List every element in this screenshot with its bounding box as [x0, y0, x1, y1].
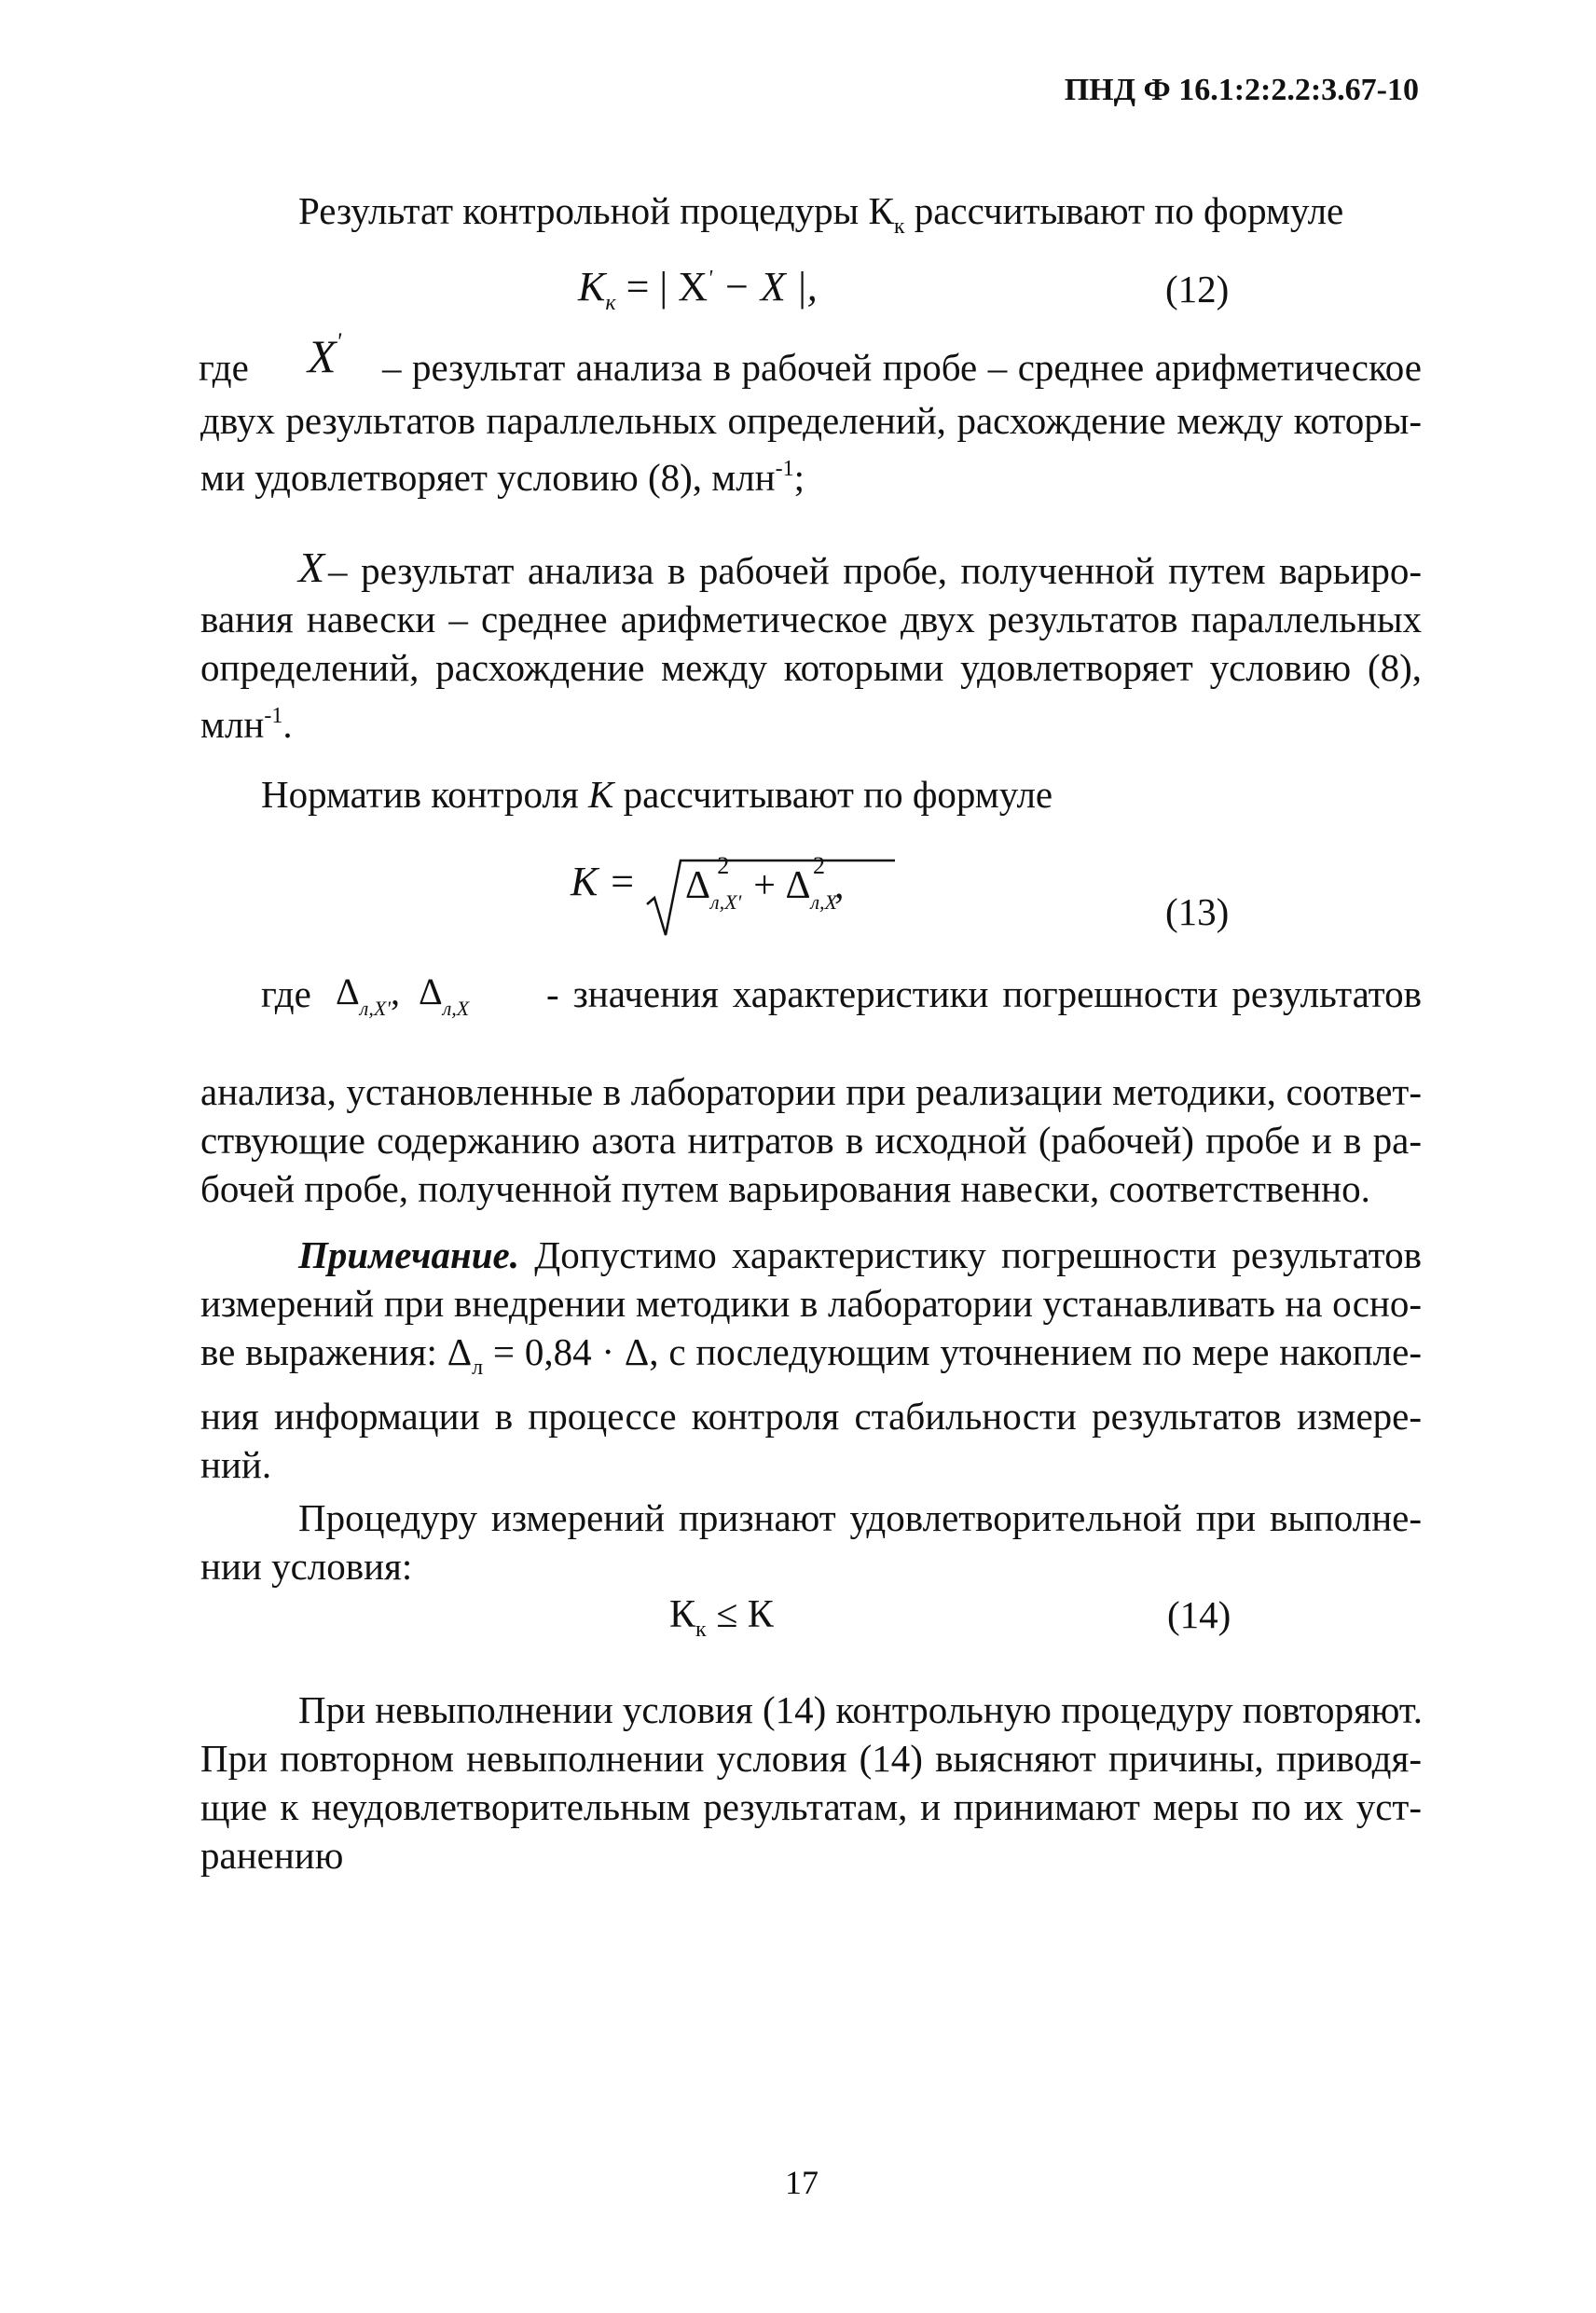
eq13-term2-sub: л,X: [810, 890, 837, 914]
where-word-1: где: [199, 346, 249, 389]
eq14-rest: ≤ К: [706, 1593, 774, 1636]
note-label: Примечание.: [298, 1233, 519, 1276]
eq13-term1-sup: 2: [717, 852, 730, 879]
document-code: ПНД Ф 16.1:2:2.2:3.67-10: [1064, 73, 1419, 107]
note-line1: [200, 1231, 1422, 1279]
equation-13: [571, 858, 636, 905]
eq13-tail: ,: [834, 864, 845, 907]
final-line3: щие к неудовлетворительным результатам, и принимают меры по их уст-: [200, 1785, 1422, 1828]
eq12-body: = | X: [615, 264, 708, 310]
x-def-line4-sup: -1: [264, 704, 283, 728]
equation-12: [578, 263, 818, 316]
note-line3: [200, 1328, 1422, 1392]
eq13-term1: Δ: [685, 864, 711, 907]
procedure-paragraph: [200, 1494, 1422, 1590]
normativ-symbol: K: [587, 773, 614, 816]
x-def-line3: определений, расхождение между которыми удовлетворяет условию (8),: [200, 646, 1422, 689]
eq14-lhs: К: [669, 1593, 696, 1636]
analysis-paragraph: [200, 1067, 1422, 1213]
x-prime-letter: X: [308, 330, 337, 382]
delta-comma: ,: [390, 971, 400, 1012]
intro-sentence: [298, 186, 1343, 251]
final-line4: ранению: [200, 1834, 344, 1877]
note-line3-b: = 0,84 · Δ, с последующим уточнением по мере накопле-: [483, 1330, 1422, 1373]
x-prime-mark: ': [336, 328, 342, 355]
equation-12-number: (12): [1165, 268, 1230, 310]
x-def-line2: вания навески – среднее арифметическое двух результатов параллельных: [200, 598, 1422, 640]
equation-14-number: (14): [1167, 1593, 1231, 1636]
eq14-lhs-sub: к: [695, 1618, 707, 1642]
equation-13-number: (13): [1165, 890, 1230, 933]
equation-14: [669, 1592, 774, 1643]
delta1-sub: л,X': [359, 997, 391, 1020]
procedure-line1: Процедуру измерений признают удовлетворительной при выполне-: [298, 1496, 1422, 1539]
intro-text-end: рассчитывают по формуле: [904, 189, 1344, 232]
x-def-line4-end: .: [282, 703, 293, 746]
x-prime-symbol: [308, 328, 341, 383]
x-prime-def-line3: [200, 445, 1422, 502]
note-paragraph: [200, 1231, 1422, 1489]
delta2: Δ: [418, 971, 443, 1012]
where-word-2: где: [261, 972, 311, 1015]
delta-symbols: [336, 970, 469, 1021]
intro-subscript: к: [893, 214, 905, 239]
final-line2: При повторном невыполнении условия (14) выясняют причины, приводя-: [200, 1737, 1422, 1780]
x-prime-def-line3-end: ;: [793, 456, 805, 499]
note-line3-sub: л: [472, 1356, 484, 1380]
eq12-prime: ': [708, 267, 713, 291]
x-def-rest: [200, 595, 1422, 749]
note-line3-a: ве выражения: Δ: [200, 1330, 473, 1373]
delta-def-line1: - значения характеристики погрешности результатов: [546, 972, 1422, 1015]
x-def-line1: – результат анализа в рабочей пробе, полученной путем варьиро-: [328, 549, 1422, 592]
note-line1-text: Допустимо характеристику погрешности результатов: [518, 1233, 1422, 1276]
analysis-line2: ствующие содержанию азота нитратов в исходной (рабочей) пробе и в ра-: [200, 1119, 1422, 1162]
x-prime-def-line2: двух результатов параллельных определений, расхождение между которы-: [200, 399, 1422, 442]
x-symbol: X: [298, 544, 325, 591]
note-line5: ний.: [200, 1443, 272, 1486]
final-line1: При невыполнении условия (14) контрольную процедуру повторяют.: [298, 1688, 1423, 1731]
normativ-text-end: рассчитывают по формуле: [613, 773, 1053, 816]
note-line4: ния информации в процессе контроля стабильности результатов измере-: [200, 1395, 1422, 1438]
intro-text: Результат контрольной процедуры К: [298, 189, 894, 232]
delta1: Δ: [336, 971, 360, 1012]
normativ-sentence: [261, 770, 1053, 819]
x-prime-def-line3-sup: -1: [775, 457, 794, 481]
x-def-line4-text: млн: [200, 703, 265, 746]
eq13-term1-sub: л,X': [710, 890, 742, 914]
eq13-lhs: K =: [571, 859, 637, 904]
eq12-lhs: K: [578, 264, 606, 310]
x-def-line4: [200, 692, 1422, 749]
note-line2: измерений при внедрении методики в лаборатории устанавливать на осно-: [200, 1282, 1422, 1325]
x-prime-def-line3-text: ми удовлетворяет условию (8), млн: [200, 456, 776, 499]
eq12-body2: − X |,: [712, 264, 818, 310]
final-paragraph: [200, 1686, 1422, 1879]
analysis-line3: бочей пробе, полученной путем варьирования навески, соответственно.: [200, 1167, 1370, 1210]
procedure-line2: нии условия:: [200, 1545, 413, 1588]
eq13-term2-sup: 2: [813, 852, 825, 879]
normativ-text: Норматив контроля: [261, 773, 588, 816]
x-prime-def-rest: [200, 396, 1422, 502]
analysis-line1: анализа, установленные в лаборатории при реализации методики, соответ-: [200, 1070, 1422, 1113]
delta2-sub: л,X: [442, 997, 470, 1020]
eq12-lhs-subscript: к: [605, 291, 616, 315]
page-number: 17: [785, 2164, 819, 2201]
x-prime-def-line1: – результат анализа в рабочей пробе – среднее арифметическое: [382, 346, 1422, 389]
eq13-plus: + Δ: [753, 864, 811, 907]
eq13-radicand: [685, 852, 845, 915]
